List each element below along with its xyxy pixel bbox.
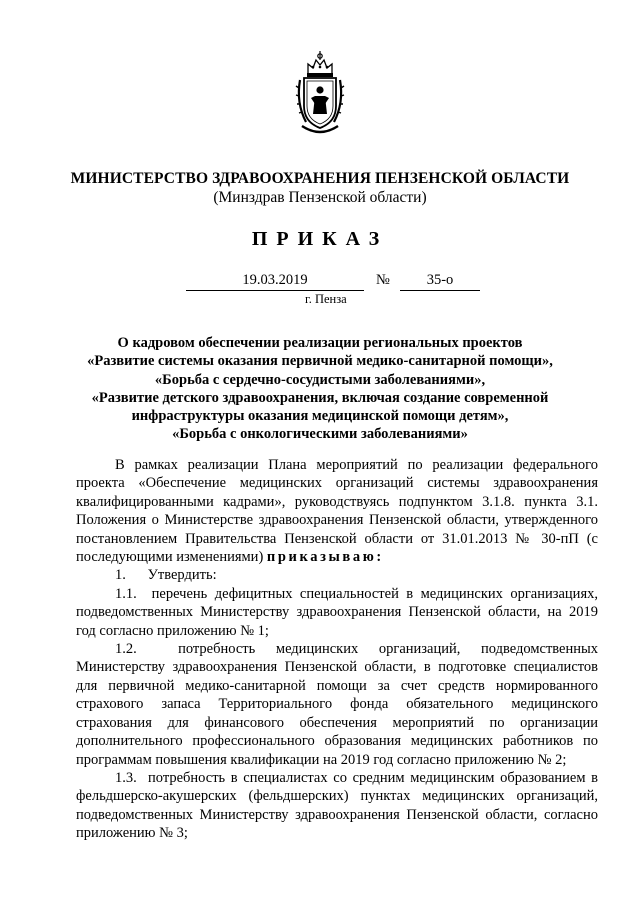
item-1: 1. Утвердить: [115, 567, 217, 584]
number-label: № [376, 272, 390, 288]
penza-oblast-coat-of-arms-icon [294, 48, 346, 138]
order-word: приказываю: [266, 549, 384, 566]
order-date: 19.03.2019 [186, 272, 364, 291]
city: г. Пенза [305, 292, 347, 306]
item-1-3: 1.3. потребность в специалистах со средним медицинским образованием в фельдшерско-акушерских (фельдшерских) пунктах медицинских организаций, подведомственных Министерству здравоохранения Пензенской области, согласно приложению № 3; [76, 769, 598, 842]
title-line: «Развитие системы оказания первичной медико-санитарной помощи», [87, 353, 553, 370]
order-body [76, 456, 598, 843]
title-line: О кадровом обеспечении реализации региональных проектов [117, 335, 523, 351]
order-title [70, 334, 570, 444]
item-1-2: 1.2. потребность медицинских организаций, подведомственных Министерству здравоохранения Пензенской области, в подготовке специалистов для первичной медико-санитарной помощи за счет средств нормированного страхового запаса Территориального фонда обязательного медицинского страхования для финансового обеспечения мероприятий по организации дополнительного профессионального образования медицинских работников по программам повышения квалификации на 2019 год согласно приложению № 2; [76, 641, 598, 768]
intro-text: В рамках реализации Плана мероприятий по реализации федерального проекта «Обеспечение медицинских организаций системы здравоохранения квалифицированными кадрами», руководствуясь подпунктом 3.1.8. пункта 3.1. Положения о Министерстве здравоохранения Пензенской области, утвержденного постановлением Правительства Пензенской области от 31.01.2013 № 30-пП (с последующими изменениями) [76, 457, 598, 566]
ministry-name: МИНИСТЕРСТВО ЗДРАВООХРАНЕНИЯ ПЕНЗЕНСКОЙ ОБЛАСТИ [70, 170, 570, 187]
intro-paragraph [76, 456, 598, 566]
document-type: ПРИКАЗ [251, 228, 389, 250]
ministry-short-name: (Минздрав Пензенской области) [213, 189, 427, 206]
title-line: «Борьба с онкологическими заболеваниями» [172, 426, 468, 443]
item-1-1: 1.1. перечень дефицитных специальностей в медицинских организациях, подведомственных Министерству здравоохранения Пензенской области, на 2019 год согласно приложению № 1; [76, 585, 598, 639]
title-line: инфраструктуры оказания медицинской помощи детям», [131, 408, 509, 425]
order-number: 35-о [400, 272, 480, 291]
title-line: «Развитие детского здравоохранения, включая создание современной [91, 389, 549, 406]
title-line: «Борьба с сердечно-сосудистыми заболеваниями», [154, 371, 486, 388]
